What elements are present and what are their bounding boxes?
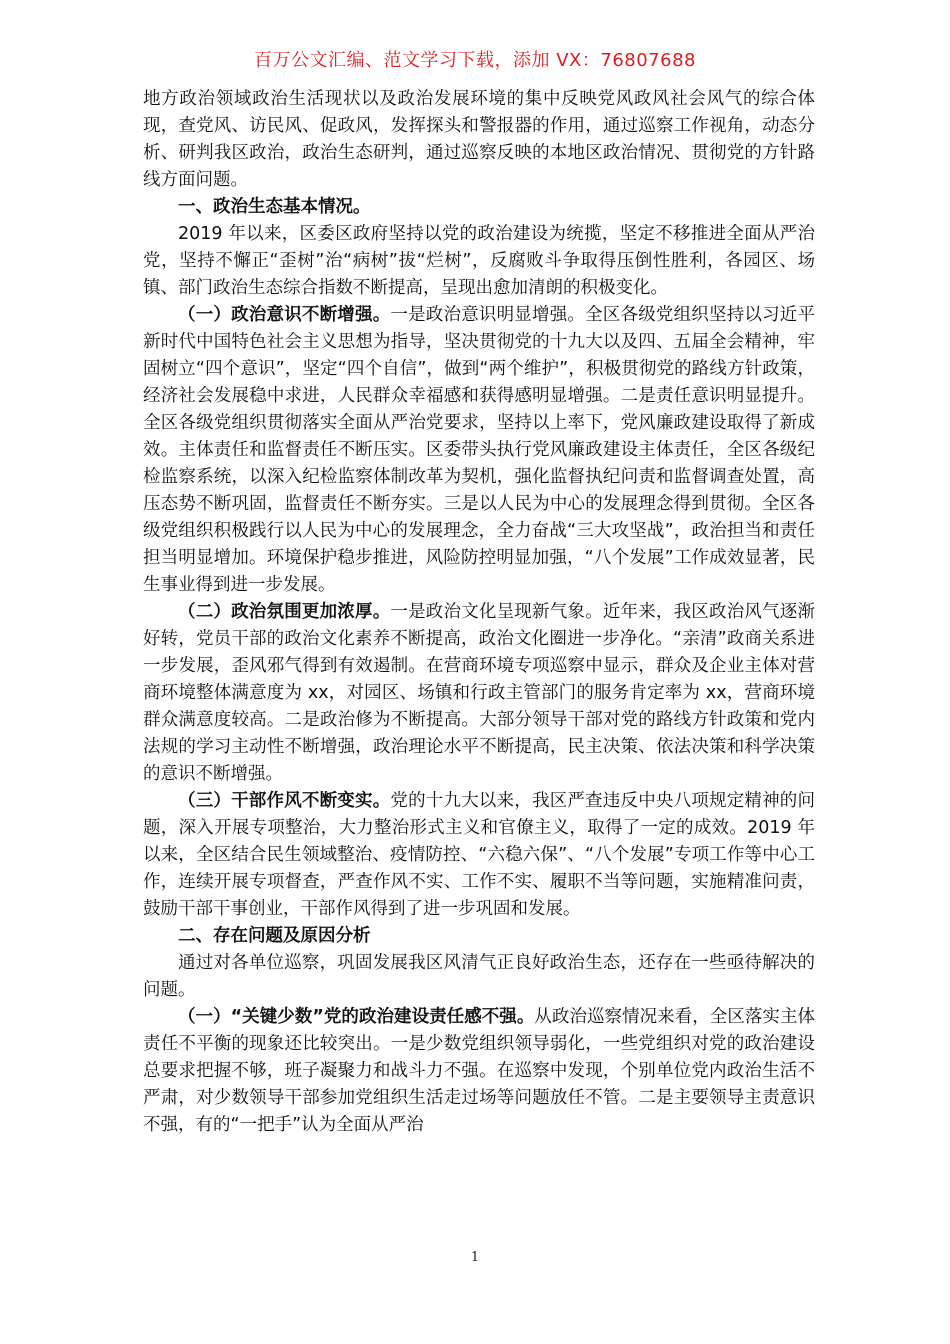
subsection-body: 一是政治意识明显增强。全区各级党组织坚持以习近平新时代中国特色社会主义思想为指导，坚决贯彻党的十九大以及四、五届全会精神，牢固树立“四个意识”，坚定“四个自信”，做到“两个维护”，积极贯彻党的路线方针政策，经济社会发展稳中求进，人民群众幸福感和获得感明显增强。二是责任意识明显提升。全区各级党组织贯彻落实全面从严治党要求，坚持以上率下，党风廉政建设取得了新成效。主体责任和监督责任不断压实。区委带头执行党风廉政建设主体责任，全区各级纪检监察系统，以深入纪检监察体制改革为契机，强化监督执纪问责和监督调查处置，高压态势不断巩固，监督责任不断夯实。三是以人民为中心的发展理念得到贯彻。全区各级党组织积极践行以人民为中心的发展理念，全力奋战“三大攻坚战”，政治担当和责任担当明显增加。环境保护稳步推进，风险防控明显加强，“八个发展”工作成效显著，民生事业得到进一步发展。 [143,305,816,595]
header-banner: 百万公文汇编、范文学习下载，添加 VX：76807688 [254,50,696,71]
subsection-title: （三）干部作风不断变实。 [178,791,391,811]
paragraph [143,302,815,599]
subsection-body: 党的十九大以来，我区严查违反中央八项规定精神的问题，深入开展专项整治，大力整治形式主义和官僚主义，取得了一定的成效。2019 年以来，全区结合民生领域整治、疫情防控、“六稳六保”、“八个发展”专项工作等中心工作，连续开展专项督查，严查作风不实、工作不实、履职不当等问题，实施精准问责，鼓励干部干事创业，干部作风得到了进一步巩固和发展。 [143,791,816,919]
subsection-title: （一）政治意识不断增强。 [178,305,391,325]
section-heading: 一、政治生态基本情况。 [178,197,371,217]
subsection-title: （二）政治氛围更加浓厚。 [178,602,391,622]
paragraph [143,599,815,788]
paragraph [143,788,815,923]
section-heading: 二、存在问题及原因分析 [178,926,371,946]
document-body [143,86,815,1139]
paragraph: 地方政治领域政治生活现状以及政治发展环境的集中反映党风政风社会风气的综合体现，查党风、访民风、促政风，发挥探头和警报器的作用，通过巡察工作视角，动态分析、研判我区政治，政治生态研判，通过巡察反映的本地区政治情况、贯彻党的方针路线方面问题。 [143,89,815,190]
paragraph: 2019 年以来，区委区政府坚持以党的政治建设为统揽，坚定不移推进全面从严治党，坚持不懈正“歪树”治“病树”拔“烂树”，反腐败斗争取得压倒性胜利，各园区、场镇、部门政治生态综合指数不断提高，呈现出愈加清朗的积极变化。 [143,224,815,298]
subsection-body: 一是政治文化呈现新气象。近年来，我区政治风气逐渐好转，党员干部的政治文化素养不断提高，政治文化圈进一步净化。“亲清”政商关系进一步发展，歪风邪气得到有效遏制。在营商环境专项巡察中显示，群众及企业主体对营商环境整体满意度为 xx，对园区、场镇和行政主管部门的服务肯定率为 xx，营商环境群众满意度较高。二是政治修为不断提高。大部分领导干部对党的路线方针政策和党内法规的学习主动性不断增强，政治理论水平不断提高，民主决策、依法决策和科学决策的意识不断增强。 [143,602,816,784]
subsection-body: 从政治巡察情况来看，全区落实主体责任不平衡的现象还比较突出。一是少数党组织领导弱化，一些党组织对党的政治建设总要求把握不够，班子凝聚力和战斗力不强。在巡察中发现，个别单位党内政治生活不严肃，对少数领导干部参加党组织生活走过场等问题放任不管。二是主要领导主责意识不强，有的“一把手”认为全面从严治 [143,1007,815,1135]
paragraph [143,1004,815,1139]
page-number: 1 [470,1250,480,1265]
subsection-title: （一）“关键少数”党的政治建设责任感不强。 [178,1007,535,1027]
paragraph: 通过对各单位巡察，巩固发展我区风清气正良好政治生态，还存在一些亟待解决的问题。 [143,953,815,1000]
